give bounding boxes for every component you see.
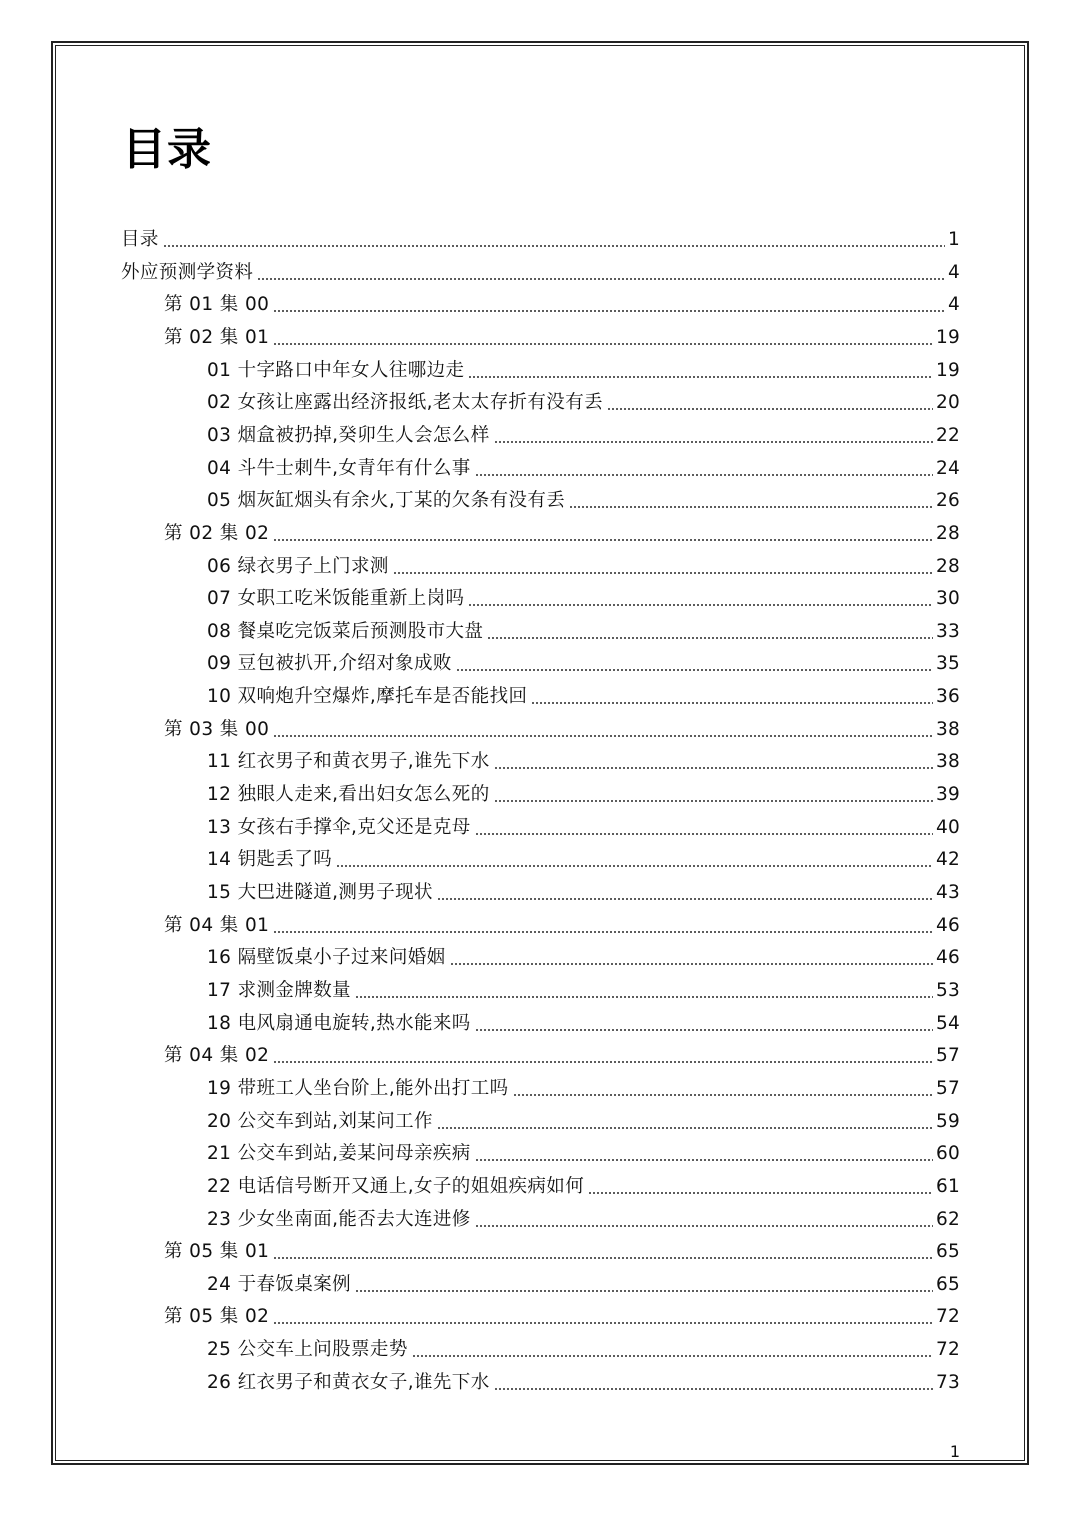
toc-entry[interactable] xyxy=(207,746,960,778)
toc-entry-page-number: 42 xyxy=(936,849,960,871)
toc-dot-leader xyxy=(336,865,933,867)
toc-dot-leader xyxy=(257,278,945,280)
toc-entry-title: 15 大巴进隧道,测男子现状 xyxy=(207,882,433,903)
toc-dot-leader xyxy=(163,245,945,247)
toc-entry[interactable] xyxy=(207,681,960,713)
toc-entry-title: 05 烟灰缸烟头有余火,丁某的欠条有没有丢 xyxy=(207,490,566,512)
toc-dot-leader xyxy=(513,1094,934,1096)
toc-entry[interactable] xyxy=(207,387,960,419)
toc-dot-leader xyxy=(475,1159,933,1161)
toc-entry-title: 19 带班工人坐台阶上,能外出打工吗 xyxy=(207,1077,509,1099)
toc-dot-leader xyxy=(475,1029,933,1031)
toc-entry-page-number: 36 xyxy=(936,686,960,708)
toc-entry-page-number: 73 xyxy=(936,1371,960,1393)
toc-entry-page-number: 53 xyxy=(936,979,960,1001)
toc-dot-leader xyxy=(273,735,933,737)
toc-dot-leader xyxy=(273,310,945,312)
toc-entry-page-number: 46 xyxy=(936,947,960,969)
toc-entry-title: 18 电风扇通电旋转,热水能来吗 xyxy=(207,1012,471,1034)
toc-entry[interactable] xyxy=(121,224,960,256)
toc-entry[interactable] xyxy=(207,877,960,909)
toc-entry[interactable] xyxy=(207,1334,960,1366)
toc-entry-title: 14 钥匙丢了吗 xyxy=(207,849,333,871)
toc-entry-title: 21 公交车到站,姜某问母亲疾病 xyxy=(207,1143,471,1165)
toc-dot-leader xyxy=(437,898,933,900)
footer-page-number: 1 xyxy=(949,1442,960,1461)
toc-entry-title: 04 斗牛士刺牛,女青年有什么事 xyxy=(207,457,471,479)
toc-entry-title: 03 烟盒被扔掉,癸卯生人会怎么样 xyxy=(207,424,490,446)
toc-entry-page-number: 61 xyxy=(936,1175,960,1197)
toc-dot-leader xyxy=(494,767,933,769)
toc-entry-page-number: 30 xyxy=(936,588,960,610)
toc-entry-title: 第 04 集 01 xyxy=(164,914,270,936)
toc-entry-title: 第 03 集 00 xyxy=(164,718,270,740)
toc-dot-leader xyxy=(273,931,933,933)
toc-entry-page-number: 22 xyxy=(936,424,960,446)
toc-entry-page-number: 26 xyxy=(936,490,960,512)
toc-entry-title: 第 01 集 00 xyxy=(164,294,270,316)
toc-entry[interactable] xyxy=(164,1301,960,1333)
toc-dot-leader xyxy=(531,702,933,704)
toc-entry-title: 07 女职工吃米饭能重新上岗吗 xyxy=(207,588,465,610)
toc-entry-page-number: 4 xyxy=(948,294,960,316)
toc-entry[interactable] xyxy=(207,844,960,876)
toc-entry-title: 02 女孩让座露出经济报纸,老太太存折有没有丢 xyxy=(207,392,604,414)
toc-entry-title: 06 绿衣男子上门求测 xyxy=(207,555,389,577)
toc-entry-title: 12 独眼人走来,看出妇女怎么死的 xyxy=(207,784,490,806)
toc-entry[interactable] xyxy=(164,289,960,321)
toc-heading: 目录 xyxy=(122,124,212,175)
toc-dot-leader xyxy=(412,1355,933,1357)
toc-entry-title: 11 红衣男子和黄衣男子,谁先下水 xyxy=(207,751,490,773)
toc-entry[interactable] xyxy=(207,1269,960,1301)
toc-entry-title: 24 于春饭桌案例 xyxy=(207,1273,352,1295)
toc-entry-page-number: 72 xyxy=(936,1339,960,1361)
toc-entry-title: 外应预测学资料 xyxy=(121,261,254,283)
toc-entry[interactable] xyxy=(164,518,960,550)
toc-dot-leader xyxy=(475,1225,933,1227)
toc-entry-page-number: 35 xyxy=(936,653,960,675)
toc-entry[interactable] xyxy=(207,1204,960,1236)
toc-entry-title: 23 少女坐南面,能否去大连进修 xyxy=(207,1208,471,1230)
toc-entry-title: 08 餐桌吃完饭菜后预测股市大盘 xyxy=(207,620,484,642)
toc-entry-page-number: 28 xyxy=(936,555,960,577)
toc-entry[interactable] xyxy=(164,714,960,746)
toc-dot-leader xyxy=(468,604,933,606)
toc-entry[interactable] xyxy=(207,1073,960,1105)
toc-entry-page-number: 43 xyxy=(936,882,960,903)
toc-entry-page-number: 60 xyxy=(936,1143,960,1165)
toc-entry-page-number: 20 xyxy=(936,392,960,414)
toc-entry-page-number: 28 xyxy=(936,522,960,544)
toc-entry[interactable] xyxy=(207,648,960,680)
toc-entry-page-number: 62 xyxy=(936,1208,960,1230)
toc-entry-title: 第 05 集 01 xyxy=(164,1241,270,1263)
toc-entry-title: 第 05 集 02 xyxy=(164,1306,270,1328)
toc-entry-page-number: 57 xyxy=(936,1045,960,1067)
toc-dot-leader xyxy=(494,441,933,443)
toc-entry-title: 13 女孩右手撑伞,克父还是克母 xyxy=(207,816,471,838)
toc-entry-page-number: 72 xyxy=(936,1306,960,1328)
toc-entry-page-number: 46 xyxy=(936,914,960,936)
toc-entry-title: 25 公交车上问股票走势 xyxy=(207,1339,408,1361)
toc-entry[interactable] xyxy=(207,1138,960,1170)
toc-dot-leader xyxy=(588,1192,933,1194)
toc-entry-page-number: 65 xyxy=(936,1241,960,1263)
toc-dot-leader xyxy=(273,539,933,541)
toc-entry[interactable] xyxy=(207,1008,960,1040)
toc-entry[interactable] xyxy=(207,1367,960,1399)
toc-entry-page-number: 59 xyxy=(936,1110,960,1132)
toc-entry-title: 第 02 集 02 xyxy=(164,522,270,544)
toc-entry[interactable] xyxy=(207,942,960,974)
toc-entry-page-number: 19 xyxy=(936,359,960,381)
toc-entry-page-number: 24 xyxy=(936,457,960,479)
toc-entry[interactable] xyxy=(207,355,960,387)
toc-entry-page-number: 38 xyxy=(936,751,960,773)
toc-entry[interactable] xyxy=(164,1236,960,1268)
toc-entry-title: 目录 xyxy=(121,229,159,250)
toc-entry-title: 第 02 集 01 xyxy=(164,326,270,348)
toc-entry[interactable] xyxy=(207,551,960,583)
toc-entry-title: 10 双响炮升空爆炸,摩托车是否能找回 xyxy=(207,686,528,708)
toc-entry-page-number: 1 xyxy=(948,229,960,250)
toc-entry-title: 01 十字路口中年女人往哪边走 xyxy=(207,359,465,381)
toc-entry[interactable] xyxy=(207,1171,960,1203)
toc-dot-leader xyxy=(273,343,933,345)
toc-dot-leader xyxy=(273,1061,933,1063)
toc-dot-leader xyxy=(355,996,933,998)
toc-dot-leader xyxy=(569,506,933,508)
toc-entry[interactable] xyxy=(207,812,960,844)
toc-entry-page-number: 19 xyxy=(936,326,960,348)
toc-entry-title: 16 隔壁饭桌小子过来问婚姻 xyxy=(207,947,446,969)
toc-entry[interactable] xyxy=(207,779,960,811)
toc-dot-leader xyxy=(355,1290,933,1292)
toc-dot-leader xyxy=(437,1127,933,1129)
toc-dot-leader xyxy=(450,963,934,965)
toc-dot-leader xyxy=(607,408,933,410)
toc-dot-leader xyxy=(273,1257,933,1259)
toc-entry-title: 17 求测金牌数量 xyxy=(207,979,352,1001)
toc-entry-title: 22 电话信号断开又通上,女子的姐姐疾病如何 xyxy=(207,1175,585,1197)
toc-entry[interactable] xyxy=(207,420,960,452)
toc-dot-leader xyxy=(494,1388,933,1390)
toc-entry-title: 20 公交车到站,刘某问工作 xyxy=(207,1110,433,1132)
toc-entry[interactable] xyxy=(164,322,960,354)
toc-entry-title: 26 红衣男子和黄衣女子,谁先下水 xyxy=(207,1371,490,1393)
toc-entry-page-number: 39 xyxy=(936,784,960,806)
toc-entry-page-number: 54 xyxy=(936,1012,960,1034)
toc-dot-leader xyxy=(475,833,933,835)
toc-entry[interactable] xyxy=(164,1040,960,1072)
toc-entry-title: 第 04 集 02 xyxy=(164,1045,270,1067)
toc-entry-page-number: 57 xyxy=(936,1077,960,1099)
toc-entry[interactable] xyxy=(207,583,960,615)
toc-entry-page-number: 65 xyxy=(936,1273,960,1295)
toc-entry[interactable] xyxy=(207,453,960,485)
toc-entry-page-number: 38 xyxy=(936,718,960,740)
toc-dot-leader xyxy=(487,637,933,639)
toc-dot-leader xyxy=(494,800,933,802)
toc-entry[interactable] xyxy=(207,1106,960,1138)
toc-entry[interactable] xyxy=(207,975,960,1007)
toc-dot-leader xyxy=(273,1322,933,1324)
toc-dot-leader xyxy=(393,572,933,574)
toc-entry-title: 09 豆包被扒开,介绍对象成败 xyxy=(207,653,452,675)
toc-entry[interactable] xyxy=(207,616,960,648)
toc-entry-page-number: 4 xyxy=(948,261,960,283)
toc-entry-page-number: 40 xyxy=(936,816,960,838)
toc-entry[interactable] xyxy=(121,257,960,289)
toc-dot-leader xyxy=(475,474,933,476)
toc-entry-page-number: 33 xyxy=(936,620,960,642)
toc-entry[interactable] xyxy=(207,485,960,517)
toc-dot-leader xyxy=(456,669,933,671)
toc-dot-leader xyxy=(468,376,933,378)
toc-entry[interactable] xyxy=(164,910,960,942)
